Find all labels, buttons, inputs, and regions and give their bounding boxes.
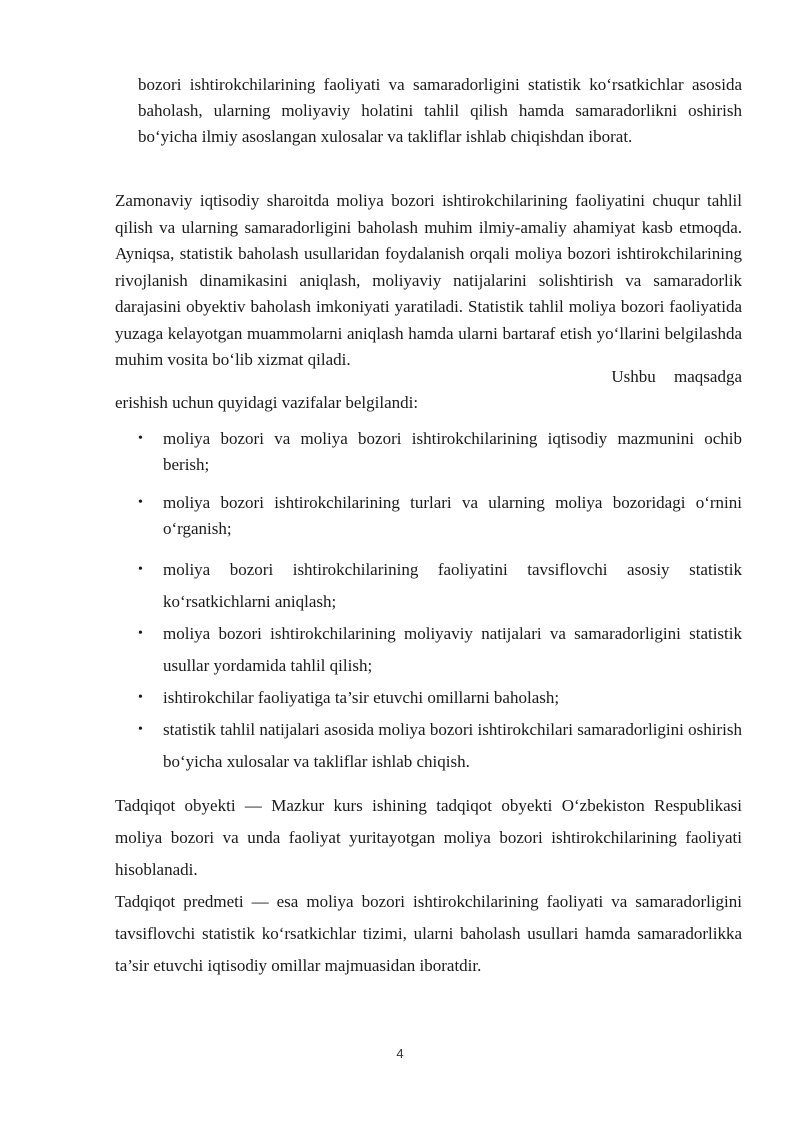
research-object-paragraph: Tadqiqot obyekti — Mazkur kurs ishining tadqiqot obyekti O‘zbekiston Respublikasi moliya bozori va unda faoliyat yuritayotgan moliya bozori ishtirokchilarining faoliyati hisoblanadi. xyxy=(115,796,742,879)
intro-continuation-paragraph: bozori ishtirokchilarining faoliyati va samaradorligini statistik ko‘rsatkichlar asosida baholash, ularning moliyaviy holatini tahlil qilish hamda samaradorlikni oshirish bo‘yicha ilmiy asoslangan xulosalar va takliflar ishlab chiqishdan iborat. xyxy=(138,75,742,146)
task-text: ishtirokchilar faoliyatiga ta’sir etuvchi omillarni baholash; xyxy=(163,688,560,707)
bullet-icon: • xyxy=(138,722,143,737)
list-item xyxy=(135,714,742,778)
task-text: moliya bozori ishtirokchilarining faoliyatini tavsiflovchi asosiy statistik ko‘rsatkichlarni aniqlash; xyxy=(163,560,742,611)
task-text: moliya bozori ishtirokchilarining moliyaviy natijalari va samaradorligini statistik usullar yordamida tahlil qilish; xyxy=(163,624,742,675)
tasks-intro-line-2: erishish uchun quyidagi vazifalar belgilandi: xyxy=(115,393,419,412)
bullet-icon: • xyxy=(138,495,143,510)
page-number: 4 xyxy=(396,1046,404,1061)
task-text: moliya bozori va moliya bozori ishtirokchilarining iqtisodiy mazmunini ochib berish; xyxy=(163,429,742,474)
list-item xyxy=(135,682,742,714)
bullet-icon: • xyxy=(138,562,143,577)
tasks-list xyxy=(135,426,742,778)
list-item xyxy=(135,490,742,542)
task-text: statistik tahlil natijalari asosida moliya bozori ishtirokchilari samaradorligini oshirish bo‘yicha xulosalar va takliflar ishlab chiqish. xyxy=(163,720,742,771)
relevance-paragraph: Zamonaviy iqtisodiy sharoitda moliya bozori ishtirokchilarining faoliyatini chuqur tahlil qilish va ularning samaradorligini baholash muhim ilmiy-amaliy ahamiyat kasb etmoqda. Ayniqsa, statistik baholash usullaridan foydalanish orqali moliya bozori ishtirokchilarining rivojlanish dinamikasini aniqlash, moliyaviy natijalarini solishtirish va samaradorlik darajasini obyektiv baholash imkoniyati yaratiladi. Statistik tahlil moliya bozori faoliyatida yuzaga kelayotgan muammolarni aniqlash hamda ularni bartaraf etish yo‘llarini belgilashda muhim vosita bo‘lib xizmat qiladi. xyxy=(115,191,742,369)
bullet-icon: • xyxy=(138,626,143,641)
research-subject-paragraph: Tadqiqot predmeti — esa moliya bozori ishtirokchilarining faoliyati va samaradorligini tavsiflovchi statistik ko‘rsatkichlar tizimi, ularni baholash usullari hamda samaradorlikka ta’sir etuvchi iqtisodiy omillar majmuasidan iboratdir. xyxy=(115,892,742,975)
list-item xyxy=(135,554,742,618)
list-item xyxy=(135,426,742,478)
list-item xyxy=(135,618,742,682)
tasks-intro-line-1: Ushbu maqsadga xyxy=(611,367,742,386)
bullet-icon: • xyxy=(138,690,143,705)
bullet-icon: • xyxy=(138,431,143,446)
task-text: moliya bozori ishtirokchilarining turlari va ularning moliya bozoridagi o‘rnini o‘rganish; xyxy=(163,493,742,538)
